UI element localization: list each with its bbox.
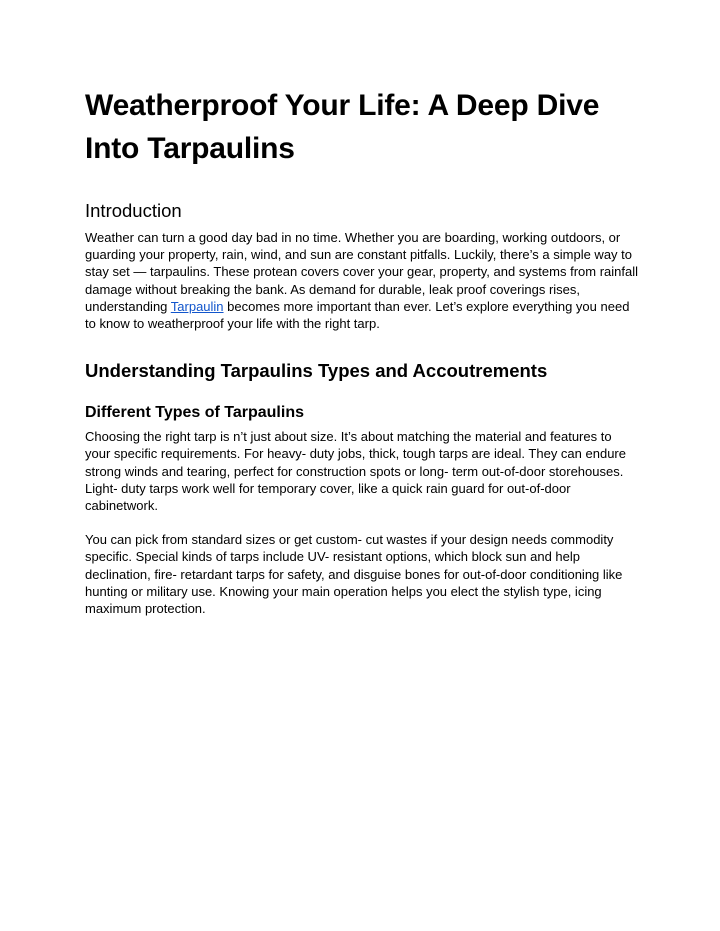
section-heading: Understanding Tarpaulins Types and Accoutrements	[85, 360, 548, 382]
section-subheading: Different Types of Tarpaulins	[85, 404, 304, 422]
section-paragraph-1: Choosing the right tarp is n’t just about size. It’s about matching the material and features to your specific requirements. For heavy- duty jobs, thick, tough tarps are ideal. They can endure strong winds and tearing, perfect for construction spots or long- term out-of-door storehouses. Light- duty tarps work well for temporary cover, like a quick rain guard for out-of-door cabinetwork.	[85, 429, 626, 514]
section-paragraph-2: You can pick from standard sizes or get custom- cut wastes if your design needs commodity specific. Special kinds of tarps include UV- resistant options, which block sun and help declination, fire- retardant tarps for safety, and disguise bones for out-of-door conditioning like hunting or military use. Knowing your main operation helps you elect the stylish type, icing maximum protection.	[85, 532, 623, 617]
introduction-paragraph	[85, 229, 640, 332]
document-title: Weatherproof Your Life: A Deep Dive Into Tarpaulins	[85, 89, 600, 165]
document-page	[85, 84, 640, 617]
introduction-heading: Introduction	[85, 200, 182, 221]
introduction-text-after-link: becomes more important than ever. Let’s explore everything you need to know to weatherproof your life with the right tarp.	[85, 298, 630, 332]
introduction-text-before-link: Weather can turn a good day bad in no time. Whether you are boarding, working outdoors, or guarding your property, rain, wind, and sun are constant pitfalls. Luckily, there’s a simple way to stay set — tarpaulins. These protean covers cover your gear, property, and systems from rainfall damage without breaking the bank. As demand for durable, leak proof coverings rises, understanding	[85, 230, 638, 314]
tarpaulin-link[interactable]: Tarpaulin	[170, 298, 224, 314]
